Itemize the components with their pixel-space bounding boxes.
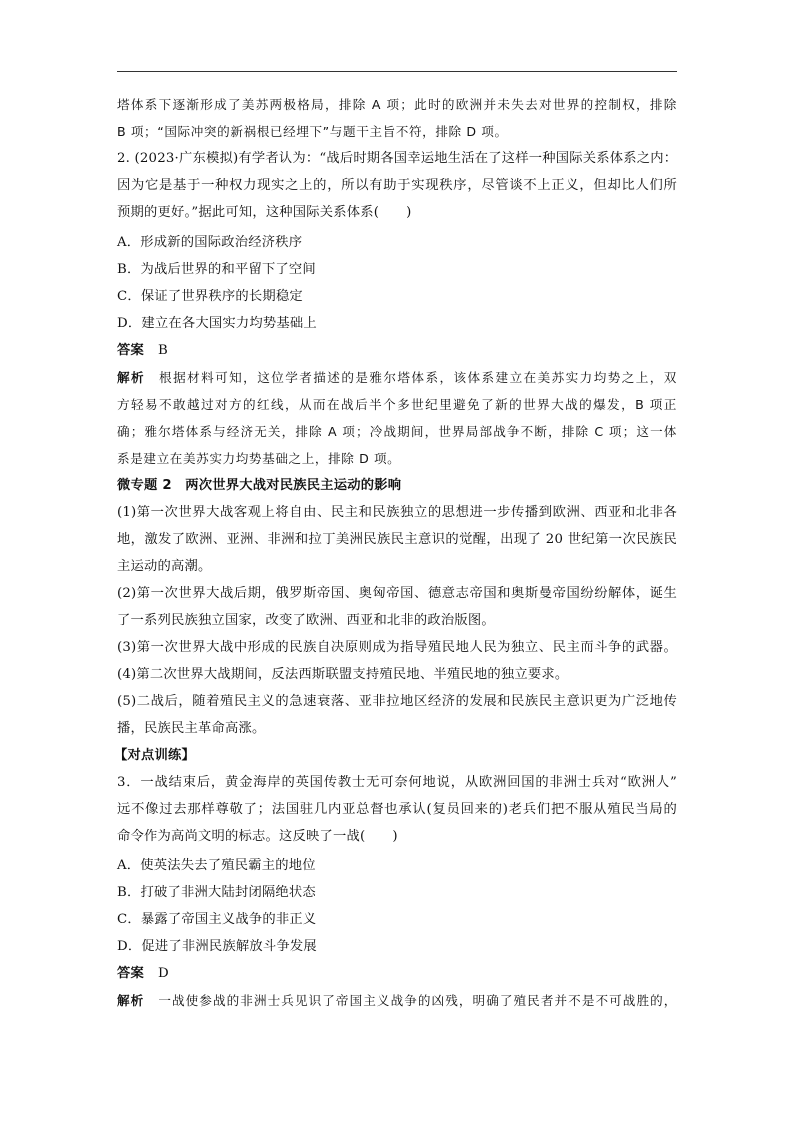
answer-label: 答案 xyxy=(117,966,144,981)
answer-value: B xyxy=(158,343,168,358)
question-3-option-b: B．打破了非洲大陆封闭隔绝状态 xyxy=(117,885,316,900)
question-3-stem: 3．一战结束后，黄金海岸的英国传教士无可奈何地说，从欧洲回国的非洲士兵对“欧洲人” xyxy=(117,775,677,790)
question-3-stem: 远不像过去那样尊敬了；法国驻几内亚总督也承认(复员回来的)老兵们把不服从殖民当局的 xyxy=(117,802,677,817)
question-2-option-c: C．保证了世界秩序的长期稳定 xyxy=(117,289,303,304)
question-3-option-c: C．暴露了帝国主义战争的非正义 xyxy=(117,912,317,927)
topic-point-2: 了一系列民族独立国家，改变了欧洲、西亚和北非的政治版图。 xyxy=(117,613,495,628)
analysis-label: 解析 xyxy=(117,370,146,385)
topic-point-4: (4)第二次世界大战期间，反法西斯联盟支持殖民地、半殖民地的独立要求。 xyxy=(117,667,569,682)
answer-label: 答案 xyxy=(117,343,144,358)
topic-point-2: (2)第一次世界大战后期，俄罗斯帝国、奥匈帝国、德意志帝国和奥斯曼帝国纷纷解体，诞生 xyxy=(117,586,677,601)
question-3-option-d: D．促进了非洲民族解放斗争发展 xyxy=(117,939,317,954)
question-2-analysis: 方轻易不敢越过对方的红线，从而在战后半个多世纪里避免了新的世界大战的爆发，B 项正 xyxy=(117,397,677,412)
topic-point-5: 播，民族民主革命高涨。 xyxy=(117,721,266,736)
topic-point-1: 主运动的高潮。 xyxy=(117,559,212,574)
topic-point-5: (5)二战后，随着殖民主义的急速衰落、亚非拉地区经济的发展和民族民主意识更为广泛地传 xyxy=(117,694,677,709)
training-label: 【对点训练】 xyxy=(114,748,195,763)
answer-value: D xyxy=(158,966,169,981)
topic-point-3: (3)第一次世界大战中形成的民族自决原则成为指导殖民地人民为独立、民主而斗争的武器。 xyxy=(117,640,677,655)
question-2-answer xyxy=(117,341,677,361)
topic-heading: 微专题 2 两次世界大战对民族民主运动的影响 xyxy=(117,478,402,493)
question-2-analysis xyxy=(117,368,677,388)
question-2-option-d: D．建立在各大国实力均势基础上 xyxy=(117,316,317,331)
question-3-answer xyxy=(117,964,677,984)
question-2-analysis: 系是建立在美苏实力均势基础之上，排除 D 项。 xyxy=(117,451,401,466)
question-2-stem: 预期的更好。”据此可知，这种国际关系体系( ) xyxy=(117,205,412,220)
analysis-text: 一战使参战的非洲士兵见识了帝国主义战争的凶残，明确了殖民者并不是不可战胜的， xyxy=(158,993,677,1008)
question-2-analysis: 确；雅尔塔体系与经济无关，排除 A 项；冷战期间，世界局部战争不断，排除 C 项；这一体 xyxy=(117,424,677,439)
question-3-option-a: A．使英法失去了殖民霸主的地位 xyxy=(117,858,316,873)
question-3-analysis xyxy=(117,991,677,1011)
analysis-text: 根据材料可知，这位学者描述的是雅尔塔体系，该体系建立在美苏实力均势之上，双 xyxy=(159,370,677,385)
question-2-option-b: B．为战后世界的和平留下了空间 xyxy=(117,262,316,277)
explanation-line: 塔体系下逐渐形成了美苏两极格局，排除 A 项；此时的欧洲并未失去对世界的控制权，排除 xyxy=(117,97,677,112)
header-rule xyxy=(117,71,677,72)
topic-point-1: 地，激发了欧洲、亚洲、非洲和拉丁美洲民族民主意识的觉醒，出现了 20 世纪第一次民族民 xyxy=(117,532,677,547)
topic-point-1: (1)第一次世界大战客观上将自由、民主和民族独立的思想进一步传播到欧洲、西亚和北非各 xyxy=(117,505,677,520)
question-3-stem: 命令作为高尚文明的标志。这反映了一战( ) xyxy=(117,829,398,844)
question-2-option-a: A．形成新的国际政治经济秩序 xyxy=(117,235,303,250)
explanation-line: B 项；“国际冲突的新祸根已经埋下”与题干主旨不符，排除 D 项。 xyxy=(117,124,508,139)
analysis-label: 解析 xyxy=(117,993,145,1008)
question-2-stem: 2. (2023·广东模拟)有学者认为：“战后时期各国幸运地生活在了这样一种国际关系体系之内： xyxy=(117,151,678,166)
question-2-stem: 因为它是基于一种权力现实之上的，所以有助于实现秩序，尽管谈不上正义，但却比人们所 xyxy=(117,178,677,193)
